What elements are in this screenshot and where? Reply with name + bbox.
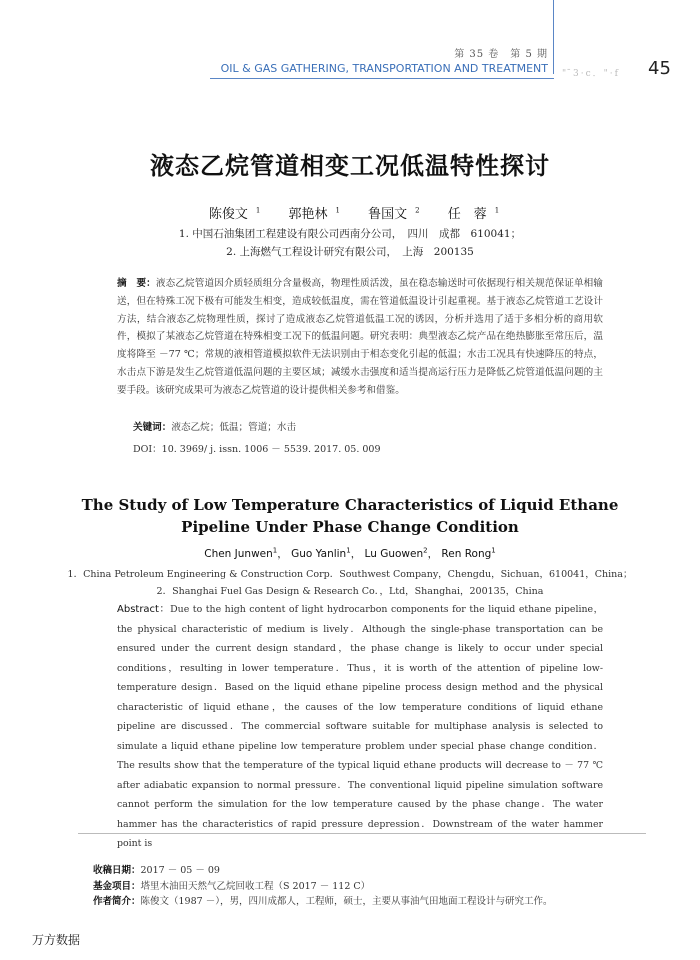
english-abstract-text: Due to the high content of light hydrocarbon components for the liquid ethane pipeline，the physical characteristic of medium is lively．Although the single-phase transportation can be ensured under the current design standard，the phase change is likely to occur under special conditions，resulting in lower temperature．Thus，it is worth of the attention of pipeline low-temperature design．Based on the liquid ethane pipeline process design method and the physical characteristic of liquid ethane，the causes of the low temperature conditions of liquid ethane pipeline are discussed．The commercial software suitable for multiphase analysis is selected to simulate a liquid ethane pipeline low temperature problem under special phase change condition．The results show that the temperature of the typical liquid ethane products will decrease to － 77 ℃ after adiabatic expansion to normal pressure．The conventional liquid pipeline simulation software cannot perform the simulation for the low temperature caused by the phase change．The water hammer has the characteristics of rapid pressure depression．Downstream of the water hammer point is [117, 604, 603, 849]
footnote-divider [78, 833, 646, 834]
footnote-received: 收稿日期：2017 － 05 － 09 [93, 865, 220, 876]
chinese-abstract [117, 275, 603, 400]
chinese-authors [0, 203, 700, 222]
footnote-author-bio: 作者简介：陈俊文（1987 －），男，四川成都人，工程师，硕士，主要从事油气田地面工程设计与研究工作。 [93, 896, 553, 907]
author-2: 郭艳林 $^1$ [288, 206, 340, 222]
footnote-fund: 基金项目：塔里木油田天然气乙烷回收工程（S 2017 － 112 C） [93, 881, 371, 892]
chinese-title: 液态乙烷管道相变工况低温特性探讨 [150, 151, 550, 180]
header-divider-horizontal [210, 78, 554, 79]
author-1: 陈俊文 $^1$ [208, 206, 261, 222]
english-title-line-1: The Study of Low Temperature Characteristics of Liquid Ethane [81, 496, 619, 514]
chinese-abstract-label: 摘 要： [117, 278, 156, 289]
english-authors: Chen Junwen$^1$， Guo Yanlin$^1$， Lu Guowen$^2$， Ren Rong$^1$ [204, 546, 496, 560]
wanfang-watermark: 万方数据 [32, 933, 81, 947]
english-affiliation-1: 1．China Petroleum Engineering & Construction Corp．Southwest Company，Chengdu，Sichuan，610041，China； [67, 569, 633, 580]
keywords-label: 关键词： [133, 422, 172, 433]
author-3: 鲁国文 $^2$ [368, 206, 420, 222]
english-title-line-2: Pipeline Under Phase Change Condition [181, 518, 519, 536]
chinese-affiliation-2: 2. 上海燃气工程设计研究有限公司， 上海 200135 [226, 246, 474, 258]
page-number: 45 [648, 58, 671, 79]
doi: DOI：10. 3969/ j. issn. 1006 － 5539. 2017. 05. 009 [133, 444, 381, 455]
volume-issue: 第 35 卷 第 5 期 [454, 49, 548, 60]
english-abstract [117, 600, 603, 854]
keywords-text: 液态乙烷；低温；管道；水击 [171, 422, 297, 433]
faint-mark: " ̄3·c．"·f [562, 69, 620, 79]
chinese-keywords [133, 419, 296, 433]
chinese-affiliation-1: 1. 中国石油集团工程建设有限公司西南分公司， 四川 成都 610041； [178, 228, 522, 240]
header-divider-vertical [553, 0, 554, 74]
english-abstract-label: Abstract： [117, 604, 171, 615]
journal-name: OIL & GAS GATHERING, TRANSPORTATION AND TREATMENT [220, 62, 548, 75]
chinese-abstract-text: 液态乙烷管道因介质轻质组分含量极高，物理性质活泼，虽在稳态输送时可依据现行相关规范保证单相输送，但在特殊工况下极有可能发生相变，造成较低温度，需在管道低温设计引起重视。基于液态乙烷管道工艺设计方法，结合液态乙烷物理性质，探讨了造成液态乙烷管道低温工况的诱因，分析并选用了适于多相分析的商用软件，模拟了某液态乙烷管道在特殊相变工况下的低温问题。研究表明：典型液态乙烷产品在绝热膨胀至常压后，温度将降至 －77 ℃；常规的液相管道模拟软件无法识别由于相态变化引起的低温；水击工况具有快速降压的特点，水击点下游是发生乙烷管道低温问题的主要区域；减缓水击强度和适当提高运行压力是降低乙烷管道低温问题的主要手段。该研究成果可为液态乙烷管道的设计提供相关参考和借鉴。 [117, 278, 603, 396]
english-affiliation-2: 2．Shanghai Fuel Gas Design & Research Co．，Ltd，Shanghai，200135，China [156, 586, 544, 597]
author-4: 任 蓉 $^1$ [447, 206, 500, 222]
